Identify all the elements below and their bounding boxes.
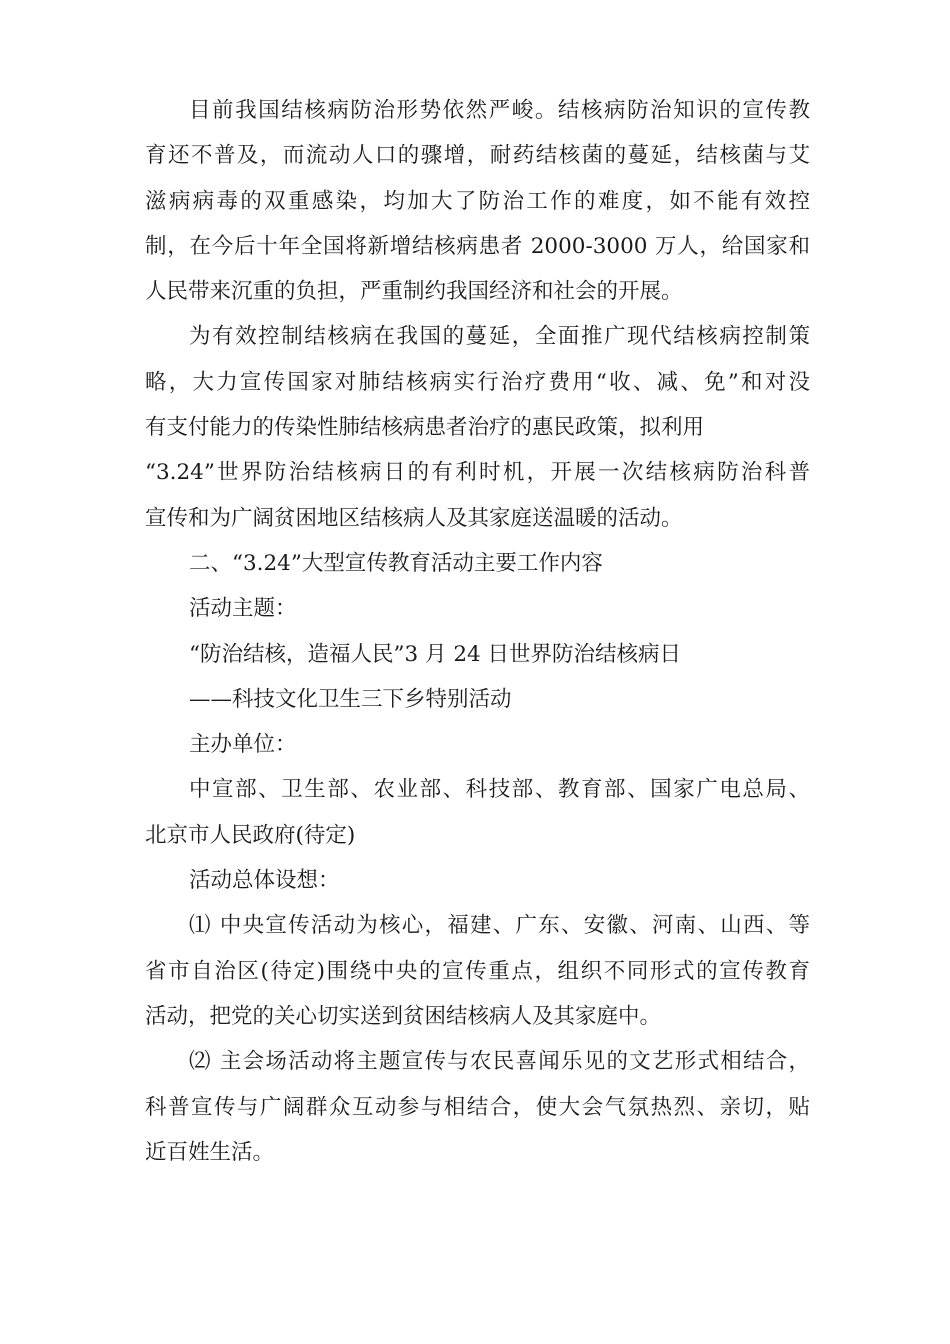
text-line: 为有效控制结核病在我国的蔓延，全面推广现代结核病控制策 [189, 324, 810, 350]
plan-item-1 [145, 903, 810, 1039]
text-line: 人民带来沉重的负担，严重制约我国经济和社会的开展。 [145, 279, 683, 305]
paragraph-purpose [145, 314, 810, 540]
paragraph-situation [145, 88, 810, 314]
text-line: ⑵ 主会场活动将主题宣传与农民喜闻乐见的文艺形式相结合， [189, 1049, 810, 1075]
text-line: 近百姓生活。 [145, 1139, 275, 1165]
text-line: 活动总体设想： [189, 868, 340, 894]
theme-label [145, 586, 810, 631]
organizer-list [145, 767, 810, 858]
section-heading [145, 541, 810, 586]
text-line: 略，大力宣传国家对肺结核病实行治疗费用“收、减、免”和对没 [145, 369, 810, 395]
text-line: 省市自治区(待定)围绕中央的宣传重点，组织不同形式的宣传教育 [145, 958, 810, 984]
organizer-label [145, 722, 810, 767]
theme-subtitle [145, 677, 810, 722]
text-line: 主办单位： [189, 732, 297, 758]
theme-title [145, 632, 810, 677]
text-line: “3.24”世界防治结核病日的有利时机，开展一次结核病防治科普 [145, 460, 810, 486]
text-line: 宣传和为广阔贫困地区结核病人及其家庭送温暖的活动。 [145, 505, 683, 531]
document-body [145, 88, 810, 1175]
text-line: 北京市人民政府(待定) [145, 822, 356, 848]
text-line: 二、“3.24”大型宣传教育活动主要工作内容 [189, 550, 603, 576]
text-line: 活动主题： [189, 596, 297, 622]
text-line: 制，在今后十年全国将新增结核病患者 2000-3000 万人，给国家和 [145, 233, 810, 259]
text-line: 中宣部、卫生部、农业部、科技部、教育部、国家广电总局、 [189, 777, 810, 803]
text-line: “防治结核，造福人民”3 月 24 日世界防治结核病日 [189, 641, 682, 667]
text-line: ⑴ 中央宣传活动为核心，福建、广东、安徽、河南、山西、等 [189, 913, 810, 939]
overall-plan-label [145, 858, 810, 903]
text-line: 有支付能力的传染性肺结核病患者治疗的惠民政策，拟利用 [145, 415, 705, 441]
text-line: 育还不普及，而流动人口的骤增，耐药结核菌的蔓延，结核菌与艾 [145, 143, 810, 169]
text-line: 科普宣传与广阔群众互动参与相结合，使大会气氛热烈、亲切，贴 [145, 1094, 810, 1120]
text-line: ——科技文化卫生三下乡特别活动 [189, 686, 512, 712]
text-line: 滋病病毒的双重感染，均加大了防治工作的难度，如不能有效控 [145, 188, 810, 214]
text-line: 目前我国结核病防治形势依然严峻。结核病防治知识的宣传教 [189, 98, 810, 123]
plan-item-2 [145, 1039, 810, 1175]
text-line: 活动，把党的关心切实送到贫困结核病人及其家庭中。 [145, 1003, 662, 1029]
